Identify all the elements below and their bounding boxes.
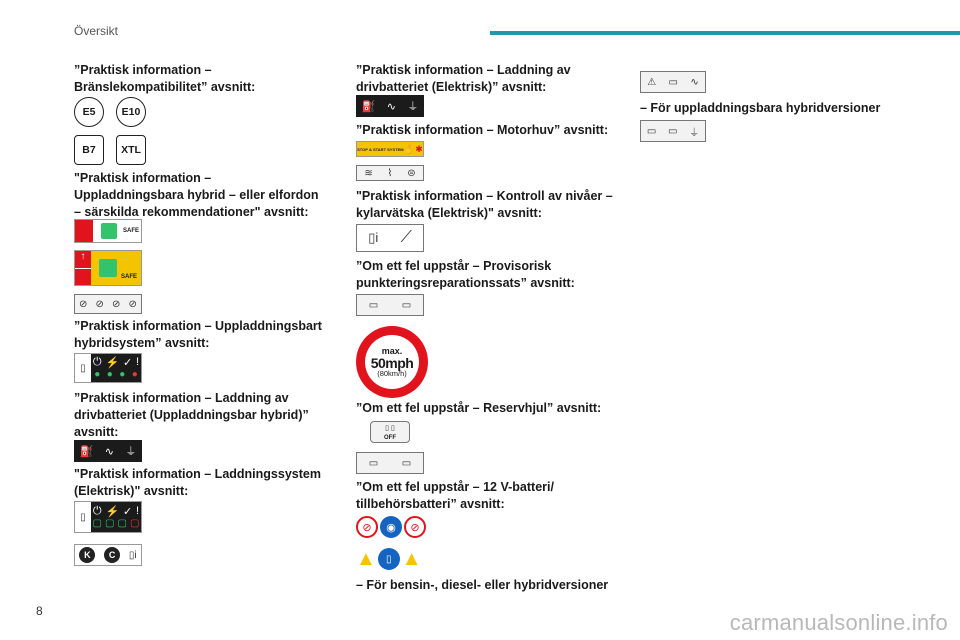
status-icons-panel (91, 354, 141, 382)
safe-vehicle-icon (101, 223, 117, 239)
status-square-green-icon: ▢ (117, 518, 127, 529)
status-square-green-icon: ▢ (105, 518, 115, 529)
battery-prohibition-icons (356, 516, 426, 538)
up-arrow-icon: ↑ (75, 251, 91, 268)
power-off-icon: ⏻ (92, 505, 102, 517)
heading-charging-electric: ”Praktisk information – Laddning av drivbatteriet (Elektrisk)” avsnitt: (356, 63, 571, 94)
manual-info-icon: ▯i (128, 549, 137, 561)
hybrid-system-label (74, 353, 142, 383)
fluid-levels-label (356, 165, 424, 181)
status-square-green-icon: ▢ (92, 518, 102, 529)
exclamation-icon: ! (136, 505, 140, 517)
lightning-icon: ⚡ (105, 357, 120, 369)
spare-wheel-label (356, 452, 424, 474)
battery-warning-label (640, 71, 706, 93)
connector-c-badge: C (104, 547, 120, 563)
wheel-icon: ▭ (401, 457, 412, 469)
plugin-hybrid-battery-label (640, 120, 706, 142)
status-red-icon: ● (131, 369, 138, 380)
acid-warning-icon: ▲ (356, 548, 376, 570)
charging-electric-label (356, 95, 424, 117)
off-label: OFF (384, 434, 396, 441)
hand-warning-icon: ✋ (403, 143, 416, 154)
manual-book-icon: ▯ (80, 511, 86, 523)
puncture-repair-label (356, 294, 424, 316)
manual-book-icon: ▯ ▯ (385, 424, 395, 432)
compressor-icon: ▭ (368, 299, 379, 311)
heading-coolant-level: "Praktisk information – Kontroll av nivåer – kylarvätska (Elektrisk)" avsnitt: (356, 189, 613, 220)
speed-kmh-text: (80km/h) (377, 368, 407, 378)
fuel-badge-xtl: XTL (116, 135, 146, 165)
safety-label-small (74, 219, 142, 243)
heading-charging-system: "Praktisk information – Laddningssystem (Elektrisk)" avsnitt: (74, 467, 321, 498)
speed-max-text: max. (381, 345, 403, 356)
coolant-label (356, 224, 424, 252)
lightning-icon: ⚡ (105, 506, 120, 518)
manual-book-icon: ▯ (80, 362, 86, 374)
heading-hybrid-recommendations: "Praktisk information – Uppladdningsbara hybrid – eller elfordon – särskilda rekommendationer" avsnitt: (74, 171, 319, 219)
status-green-icon: ● (94, 369, 101, 380)
no-flame-icon: ⊘ (356, 516, 378, 538)
fire-warning-icon (75, 220, 93, 242)
connector-k-badge: K (79, 547, 95, 563)
heading-spare-wheel: ”Om ett fel uppstår – Reservhjul” avsnitt: (356, 401, 602, 415)
spare-wheel-off-label (370, 421, 410, 443)
safety-label-large (74, 250, 142, 286)
vehicle-icon: ▭ (646, 125, 657, 137)
cable-icon: ∿ (104, 445, 114, 458)
cable-icon: ∿ (386, 100, 396, 113)
plug-icon: ⏚ (125, 446, 137, 458)
charging-hybrid-label (74, 440, 142, 462)
plug-icon: ⏚ (689, 127, 700, 139)
status-green-icon: ● (106, 369, 113, 380)
connector-type-label (74, 544, 142, 566)
page-number: 8 (36, 604, 43, 618)
jack-icon: ▭ (368, 457, 379, 469)
crossed-tool-icon: ⟋ (400, 229, 412, 246)
watermark: carmanualsonline.info (729, 610, 948, 635)
heading-bonnet: ”Praktisk information – Motorhuv” avsnitt: (356, 123, 609, 137)
status-square-red-icon: ▢ (130, 518, 140, 529)
heading-hybrid-system: ”Praktisk information – Uppladdningsbart hybridsystem” avsnitt: (74, 319, 322, 350)
speed-limit-sign (356, 326, 428, 398)
safe-label: SAFE (121, 274, 138, 280)
jump-start-icon: ∿ (690, 76, 699, 88)
manual-read-icon: ▯ (378, 548, 400, 570)
battery-icon: ▭ (667, 125, 678, 137)
charger-icon: ⛽ (79, 445, 94, 458)
heading-battery: ”Om ett fel uppstår – 12 V-batteri/ tillbehörsbatteri” avsnitt: (356, 480, 554, 511)
fuel-badge-e5: E5 (74, 97, 104, 127)
fuel-round-badges (74, 97, 146, 127)
battery-warning-icons (356, 548, 422, 570)
charging-system-label (74, 501, 142, 533)
fluid-icon: ≋ (364, 167, 373, 179)
no-touch-icon: ⊘ (128, 298, 137, 310)
heading-puncture-repair: ”Om ett fel uppstår – Provisorisk punkteringsreparationssats” avsnitt: (356, 259, 575, 290)
heading-petrol-diesel: – För bensin-, diesel- eller hybridversioner (356, 578, 609, 592)
stop-start-label: STOP & START SYSTEM (357, 146, 404, 152)
fuel-square-badges (74, 135, 146, 165)
no-children-icon: ⊘ (404, 516, 426, 538)
fuel-badge-e10: E10 (116, 97, 146, 127)
fluid-icon: ⌇ (387, 167, 393, 179)
kit-icon: ▭ (401, 299, 412, 311)
fluid-icon: ⊜ (407, 167, 416, 179)
fuel-badge-b7: B7 (74, 135, 104, 165)
no-smoking-icon: ⊘ (79, 298, 88, 310)
heading-plugin-hybrid: – För uppladdningsbara hybridversioner (640, 101, 881, 115)
exclamation-icon: ! (136, 356, 140, 368)
header-title: Översikt (74, 24, 119, 38)
fire-warning-icon (75, 268, 91, 285)
fan-warning-icon: ✱ (415, 143, 423, 154)
safe-label: SAFE (123, 228, 140, 234)
status-icons-panel (91, 502, 141, 532)
header-accent-bar (490, 31, 960, 35)
bonnet-label (356, 141, 424, 157)
eye-protection-icon: ◉ (380, 516, 402, 538)
charger-icon: ⛽ (361, 100, 376, 113)
heading-fuel-compatibility: ”Praktisk information – Bränslekompatibilitet” avsnitt: (74, 63, 256, 94)
speed-value-text: 50mph (370, 354, 414, 371)
battery-icon: ▭ (668, 76, 678, 88)
status-green-icon: ● (119, 369, 126, 380)
check-icon: ✓ (122, 506, 133, 518)
prohibited-items-label (74, 294, 142, 314)
heading-charging-hybrid: ”Praktisk information – Laddning av drivbatteriet (Uppladdningsbar hybrid)” avsnitt: (74, 391, 309, 439)
manual-info-icon: ▯i (368, 230, 379, 245)
safe-vehicle-icon (99, 259, 117, 277)
warning-triangle-icon: ⚠ (647, 76, 657, 88)
check-icon: ✓ (122, 357, 133, 369)
power-off-icon: ⏻ (92, 356, 102, 368)
no-flame-icon: ⊘ (95, 298, 104, 310)
no-tools-icon: ⊘ (112, 298, 121, 310)
plug-icon: ⏚ (407, 101, 419, 113)
explosion-warning-icon: ▲ (401, 548, 422, 570)
